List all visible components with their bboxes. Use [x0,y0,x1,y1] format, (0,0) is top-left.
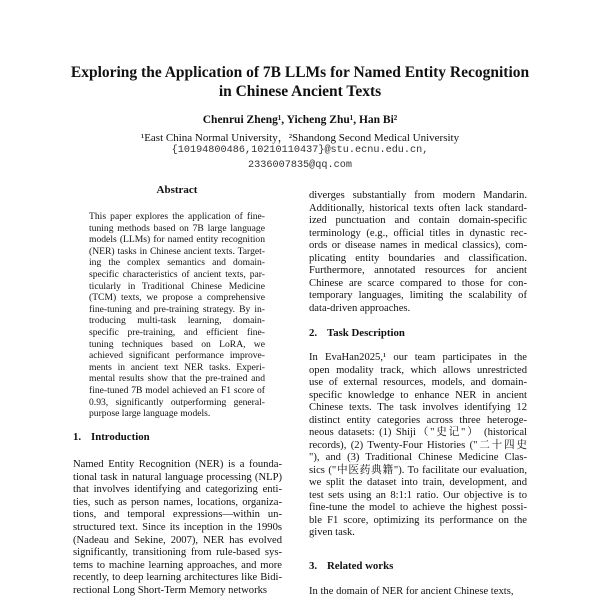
text-line: that involves identifying and categorizing enti- [73,484,282,496]
section-title: Introduction [91,431,150,443]
text-line: troducing multi-task learning, domain- [89,315,265,327]
text-line: data-driven approaches. [309,302,411,314]
text-line: plicating entity boundaries and classification. [309,252,527,264]
text-line: tional task in natural language processing (NLP) [73,471,282,483]
text-line: structured text. Since its inception in the 1990s [73,521,282,533]
text-line: tuning methods based on 7B large language [89,222,265,234]
section-heading-related-works [309,560,527,573]
paper-title [0,63,600,101]
abstract-heading: Abstract [156,184,198,196]
text-line: ticularly in Traditional Chinese Medicine [89,280,265,292]
introduction-body [73,459,282,598]
text-line: neous datasets: (1) Shiji（"史记"） (historical [309,427,527,438]
author-list: Chenrui Zheng¹, Yicheng Zhu¹, Han Bi² [202,114,398,126]
text-line: given task. [309,527,355,538]
text-line: tuning techniques based on LoRA, we [89,338,265,350]
text-line: recently, to deep learning architectures like Bidi- [73,572,282,584]
text-line: test sets using an 8:1:1 ratio. Our objective is to [309,489,527,501]
text-line: models (LLMs) for named entity recognition [89,234,265,246]
affiliations: ¹East China Normal University，²Shandong Second Medical University [140,132,460,144]
text-line: 0.93, significantly outperforming general- [89,396,265,408]
text-line: purpose large language models. [89,408,211,420]
introduction-continued-body [309,190,527,315]
text-line: "), and (3) Traditional Chinese Medicine Clas- [309,452,527,463]
text-line: In EvaHan2025,¹ our team participates in the [309,352,527,363]
title-line: in Chinese Ancient Texts [218,83,382,100]
text-line: open modality track, which allows unrestricted [309,364,527,376]
text-line: mental results show that the pre-trained and [89,373,265,385]
text-line: (TCM) texts, we propose a comprehensive [89,292,265,304]
section-title: Related works [327,560,394,572]
text-line: achieved significant performance improve- [89,350,265,362]
section-number: 3. [309,560,318,572]
text-line: (Nadeau and Sekine, 2007), NER has evolved [73,534,282,546]
section-title: Task Description [327,327,405,339]
text-line: rectional Long Short-Term Memory networks [73,584,268,596]
text-line: records), (2) Twenty-Four Histories ("二十四史 [309,439,527,451]
text-line: tems to machine learning approaches, and more [73,559,282,571]
text-line: significantly, transitioning from rule-based sys- [73,547,282,559]
text-line: ble F1 score, optimizing its performance on the [309,514,527,526]
text-line: we split the dataset into train, development, and [309,477,527,488]
author-emails: {10194800486,10210110437}@stu.ecnu.edu.cn, [171,145,429,156]
text-line: This paper explores the application of fine- [89,211,265,222]
text-line: tions, and temporal expressions—within un- [73,509,282,521]
section-number: 1. [73,431,82,443]
text-line: Chinese are scarce compared to those for con- [309,277,527,289]
text-line: specific knowledge to enhance NER in ancient [309,389,527,401]
text-line: temporary languages, limiting the scalability of [309,290,527,301]
text-line: In the domain of NER for ancient Chinese texts, [309,586,514,597]
title-line: Exploring the Application of 7B LLMs for Named Entity Recognition [70,64,530,81]
text-line: fine-tuning and pre-training strategy. By in- [89,303,265,315]
text-line: diverges substantially from modern Mandarin. [309,190,527,201]
text-line: Named Entity Recognition (NER) is a founda- [73,459,282,470]
text-line: specific pre-training, and efficient fine- [89,326,265,338]
text-line: ties, such as person names, locations, organiza- [73,496,282,508]
text-line: Additionally, historical texts often lack standard- [309,202,527,214]
text-line: ized punctuation and contain domain-specific [309,215,527,226]
text-line: fine-tuned 7B model achieved an F1 score of [89,384,265,396]
text-line: Furthermore, annotated resources for ancient [309,265,527,276]
abstract-body [89,211,265,420]
text-line: sics ("中医药典籍"). To facilitate our evaluation, [309,464,527,476]
text-line: use of external resources, models, and domain- [309,377,527,388]
section-number: 2. [309,327,318,339]
text-line: distinct entity categories across three heteroge- [309,414,527,426]
text-line: terminology (e.g., official titles in dynastic rec- [309,227,527,239]
task-description-body [309,352,527,540]
section-heading-introduction [73,431,282,444]
author-emails: 2336007835@qq.com [248,160,352,171]
text-line: (NER) tasks in Chinese ancient texts. Target- [89,245,265,257]
text-line: fine-tune the model to achieve the highest possi- [309,502,527,513]
section-heading-task-description [309,327,527,340]
text-line: ords or disease names in medical classics), com- [309,240,527,251]
text-line: ing the complex semantics and domain- [89,257,265,269]
text-line: Chinese texts. The task involves identifying 12 [309,402,527,413]
text-line: ments in ancient text NER tasks. Experi- [89,361,265,373]
text-line: specific characteristics of ancient texts, par- [89,268,265,280]
related-works-body [309,586,527,599]
